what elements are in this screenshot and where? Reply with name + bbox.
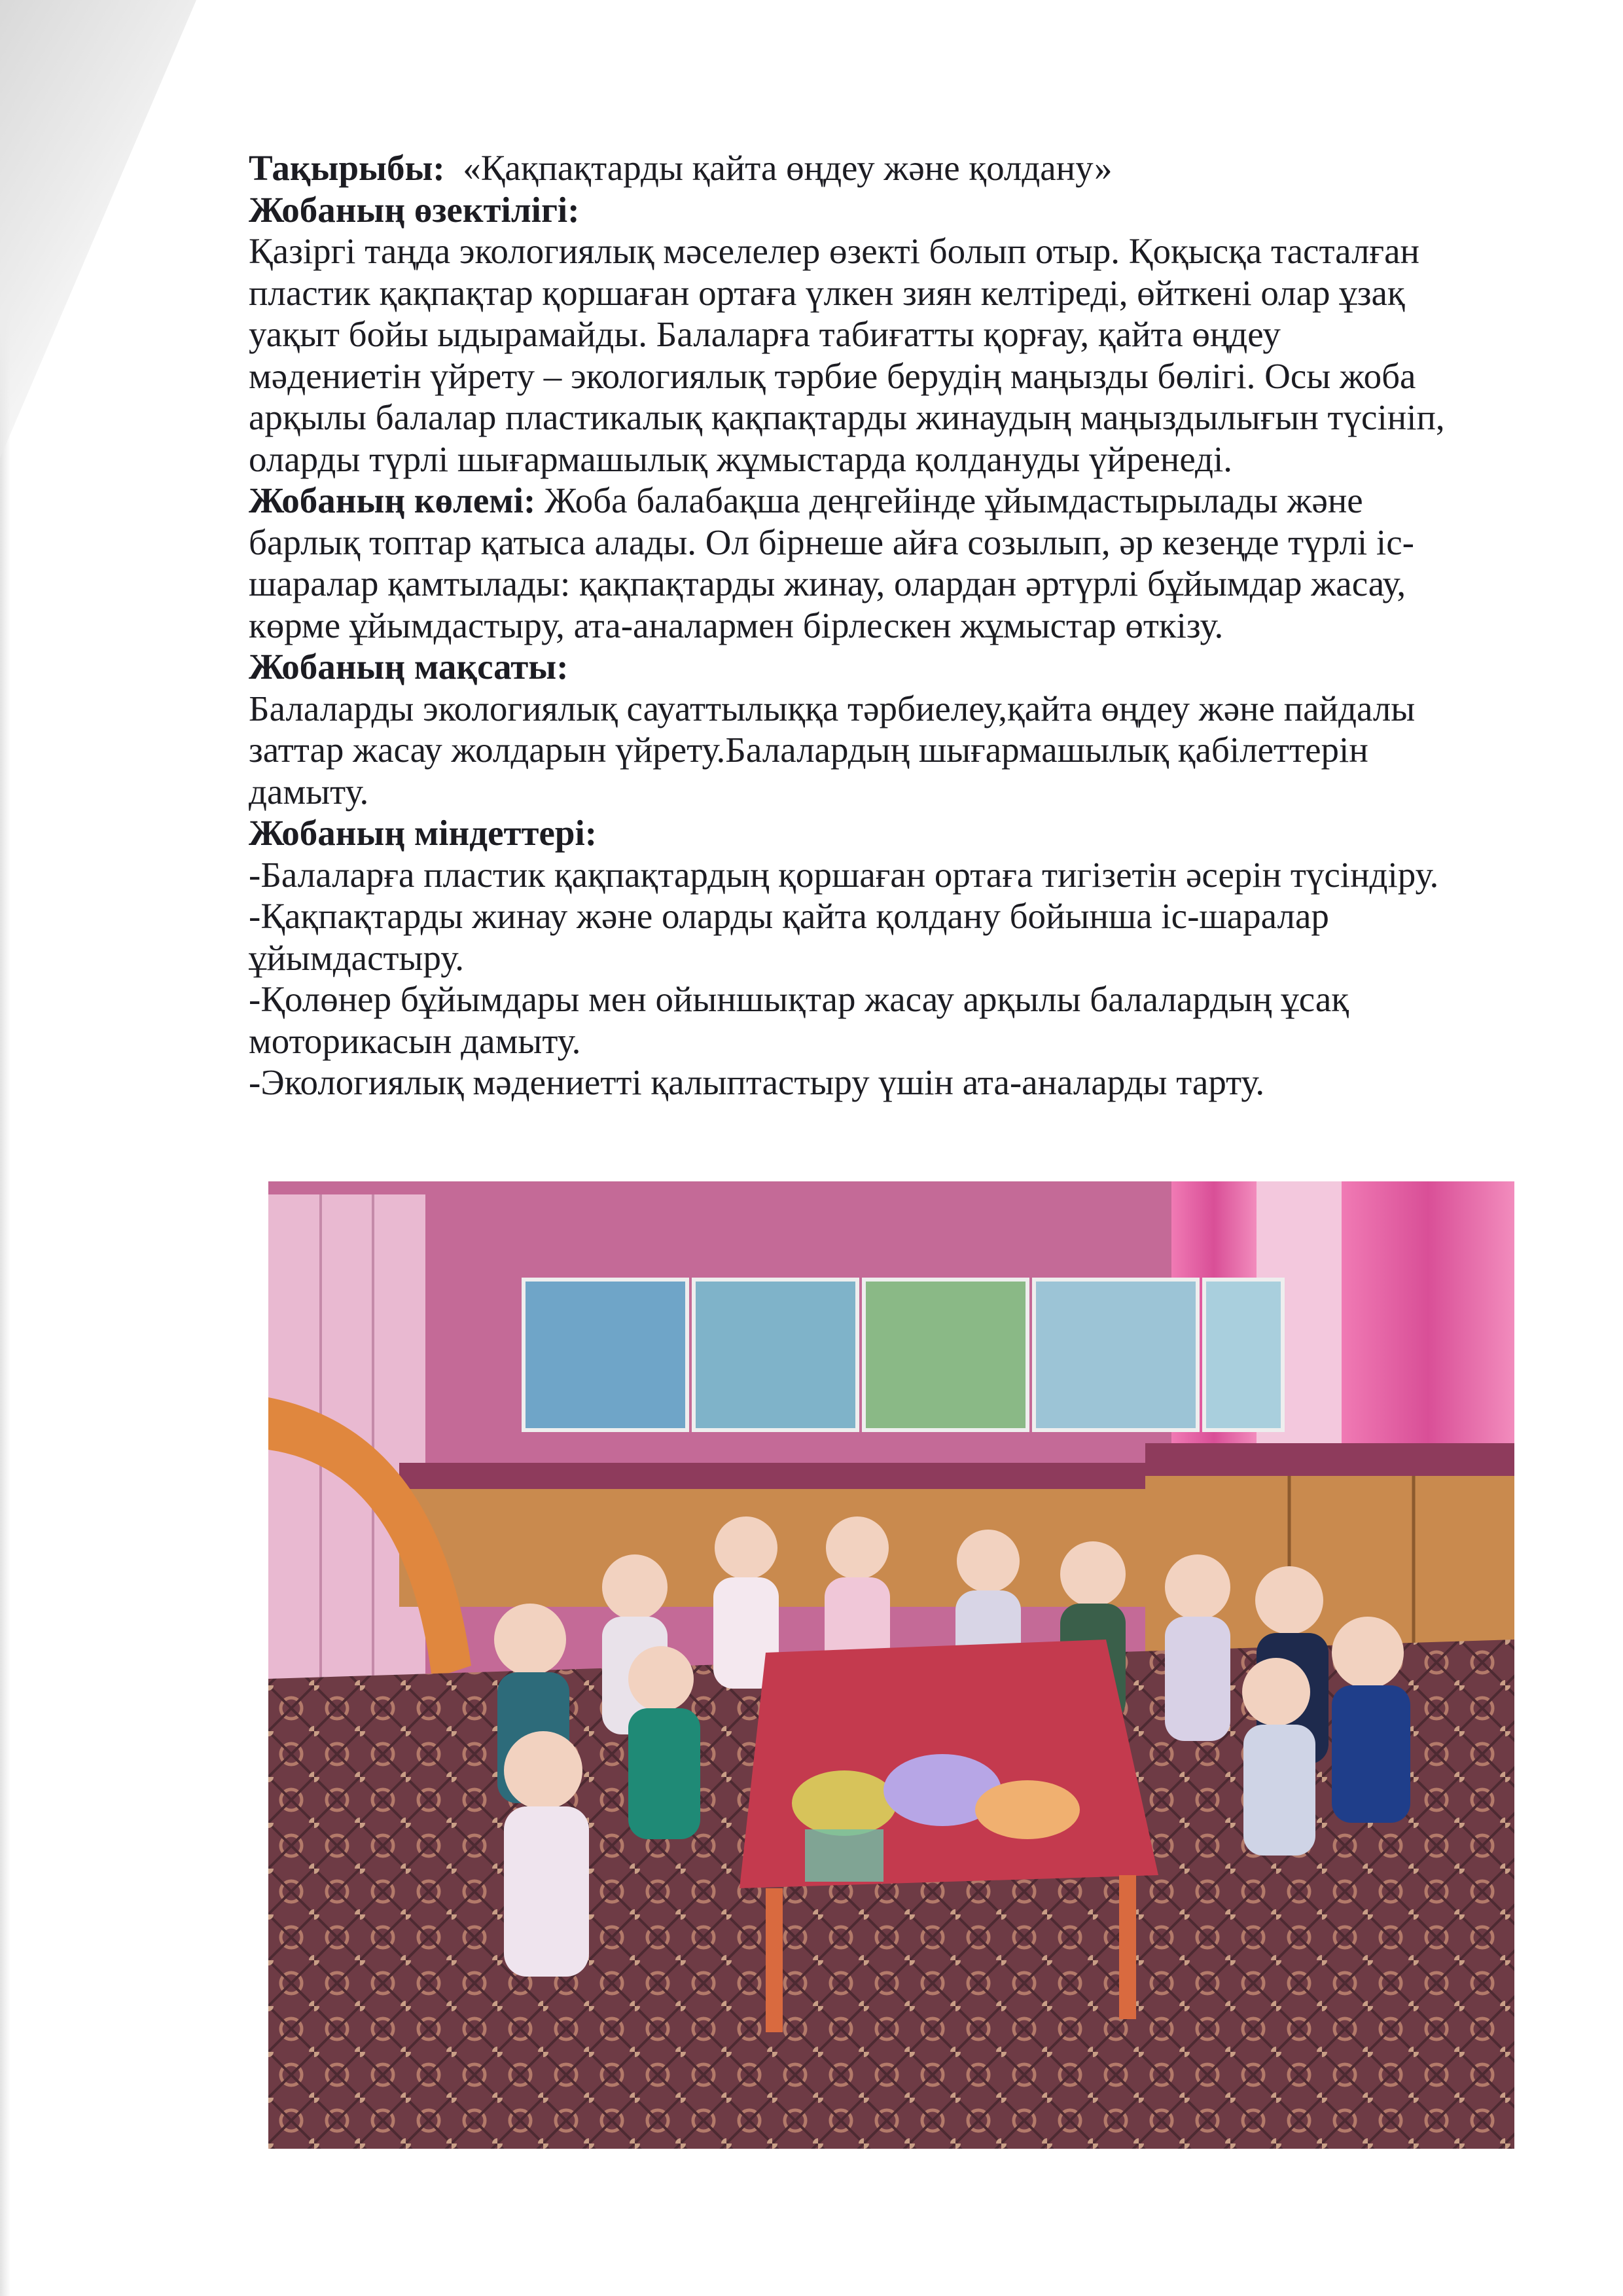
relevance-line: арқылы балалар пластикалық қақпақтарды жинаудың маңыздылығын түсініп, [249,397,1445,437]
relevance-line: Қазіргі таңда экологиялық мәселелер өзекті болып отыр. Қоқысқа тасталған [249,231,1419,271]
tasks-line: моторикасын дамыту. [249,1020,581,1061]
scope-heading: Жобаның көлемі: [249,480,536,520]
tasks-line: -Экологиялық мәдениетті қалыптастыру үшін ата-аналарды тарту. [249,1062,1265,1102]
caps-box [805,1829,883,1882]
tasks-line: -Балаларға пластик қақпақтардың қоршаған ортаға тигізетін әсерін түсіндіру. [249,854,1439,895]
wall-picture [1034,1280,1198,1430]
wall-picture [524,1280,687,1430]
wall-picture [694,1280,857,1430]
relevance-line: уақыт бойы ыдырамайды. Балаларға табиғатты қорғау, қайта өңдеу [249,314,1281,354]
tasks-line: -Қолөнер бұйымдары мен ойыншықтар жасау арқылы балалардың ұсақ [249,979,1349,1019]
topic-line [249,147,1531,189]
tasks-heading: Жобаның міндеттері: [249,813,597,853]
goal-line: заттар жасау жолдарын үйрету.Балалардың шығармашылық қабілеттерін [249,730,1368,770]
goal-line: Балаларды экологиялық сауаттылыққа тәрбиелеу,қайта өңдеу және пайдалы [249,688,1416,728]
classroom-photo-drawing [268,1181,1514,2149]
scope-first-line [249,480,1531,522]
wall-picture [1204,1280,1283,1430]
document-text [249,147,1531,1103]
tasks-line: -Қақпақтарды жинау және оларды қайта қолдану бойынша іс-шаралар [249,896,1329,936]
wall-picture [864,1280,1027,1430]
scan-folded-corner [0,0,196,458]
craft-bag [792,1770,897,1836]
topic-label: Тақырыбы: [249,148,445,188]
scope-line: көрме ұйымдастыру, ата-аналармен бірлескен жұмыстар өткізу. [249,605,1224,645]
relevance-line: пластик қақпақтар қоршаған ортаға үлкен зиян келтіреді, өйткені олар ұзақ [249,272,1405,313]
scope-line: шаралар қамтылады: қақпақтарды жинау, олардан әртүрлі бұйымдар жасау, [249,564,1406,603]
relevance-heading: Жобаның өзектілігі: [249,189,580,230]
craft-bag [975,1780,1080,1839]
topic-value: «Қақпақтарды қайта өңдеу және қолдану» [463,148,1113,188]
scope-first-line-rest: Жоба балабақша деңгейінде ұйымдастырылады және [535,480,1363,520]
goal-line: дамыту. [249,771,369,812]
goal-heading: Жобаның мақсаты: [249,647,569,687]
tasks-line: ұйымдастыру. [249,937,465,978]
scope-line: барлық топтар қатыса алады. Ол бірнеше айға созылып, әр кезеңде түрлі іс- [249,522,1414,562]
classroom-photo [268,1181,1514,2149]
relevance-line: оларды түрлі шығармашылық жұмыстарда қолдануды үйренеді. [249,439,1233,479]
relevance-line: мәдениетін үйрету – экологиялық тәрбие берудің маңызды бөлігі. Осы жоба [249,355,1416,396]
